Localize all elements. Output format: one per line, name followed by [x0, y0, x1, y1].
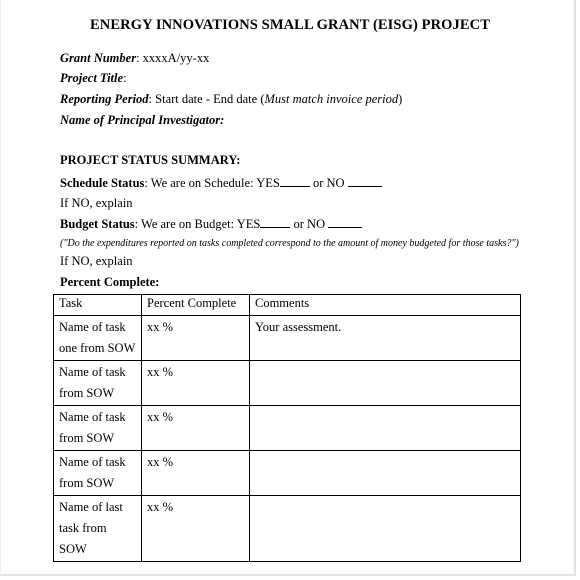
reporting-period-line: [60, 92, 402, 107]
status-summary-heading: PROJECT STATUS SUMMARY:: [60, 153, 241, 167]
percent-complete-label: Percent Complete:: [60, 275, 160, 289]
percent-cell: xx %: [142, 361, 250, 406]
budget-status-line: [60, 216, 362, 232]
project-title-label: Project Title: [60, 71, 124, 85]
status-table: [53, 294, 521, 562]
task-cell: Name of task one from SOW: [54, 316, 142, 361]
reporting-period-note: Must match invoice period: [264, 92, 399, 106]
budget-status-text: : We are on Budget: YES: [134, 217, 261, 231]
project-title-value: :: [123, 71, 127, 85]
grant-number-line: [60, 51, 209, 66]
budget-explain: If NO, explain: [60, 254, 133, 268]
document-title: ENERGY INNOVATIONS SMALL GRANT (EISG) PROJECT: [90, 17, 490, 33]
comment-cell: Your assessment.: [250, 316, 521, 361]
project-title-line: [60, 71, 127, 86]
budget-status-label: Budget Status: [60, 217, 135, 231]
table-row: [54, 316, 521, 361]
table-header-row: [54, 295, 521, 316]
pi-line: [60, 113, 224, 128]
task-cell: Name of task from SOW: [54, 361, 142, 406]
schedule-or-no: or NO: [309, 176, 348, 190]
percent-cell: xx %: [142, 496, 250, 562]
schedule-yes-blank[interactable]: [280, 175, 310, 187]
reporting-period-value: : Start date - End date (: [148, 92, 265, 106]
header-comments: Comments: [250, 295, 521, 316]
task-cell: Name of task from SOW: [54, 451, 142, 496]
grant-number-value: : xxxxA/yy-xx: [136, 51, 210, 65]
header-task: Task: [54, 295, 142, 316]
percent-cell: xx %: [142, 451, 250, 496]
budget-no-blank[interactable]: [328, 216, 362, 228]
table-row: [54, 361, 521, 406]
schedule-explain: If NO, explain: [60, 196, 133, 210]
table-row: [54, 496, 521, 562]
task-cell: Name of last task from SOW: [54, 496, 142, 562]
reporting-period-close: ): [398, 92, 403, 106]
comment-cell: [250, 406, 521, 451]
schedule-no-blank[interactable]: [348, 175, 382, 187]
budget-or-no: or NO: [290, 217, 329, 231]
grant-number-label: Grant Number: [60, 51, 137, 65]
table-row: [54, 451, 521, 496]
task-cell: Name of task from SOW: [54, 406, 142, 451]
header-percent: Percent Complete: [142, 295, 250, 316]
comment-cell: [250, 451, 521, 496]
schedule-status-line: [60, 175, 382, 191]
comment-cell: [250, 496, 521, 562]
budget-note: ("Do the expenditures reported on tasks completed correspond to the amount of money budgeted for those tasks?"): [60, 238, 519, 249]
schedule-status-label: Schedule Status: [60, 176, 145, 190]
comment-cell: [250, 361, 521, 406]
percent-cell: xx %: [142, 406, 250, 451]
reporting-period-label: Reporting Period: [60, 92, 149, 106]
table-row: [54, 406, 521, 451]
pi-label: Name of Principal Investigator:: [60, 113, 225, 127]
schedule-status-text: : We are on Schedule: YES: [144, 176, 280, 190]
budget-yes-blank[interactable]: [260, 216, 290, 228]
percent-cell: xx %: [142, 316, 250, 361]
